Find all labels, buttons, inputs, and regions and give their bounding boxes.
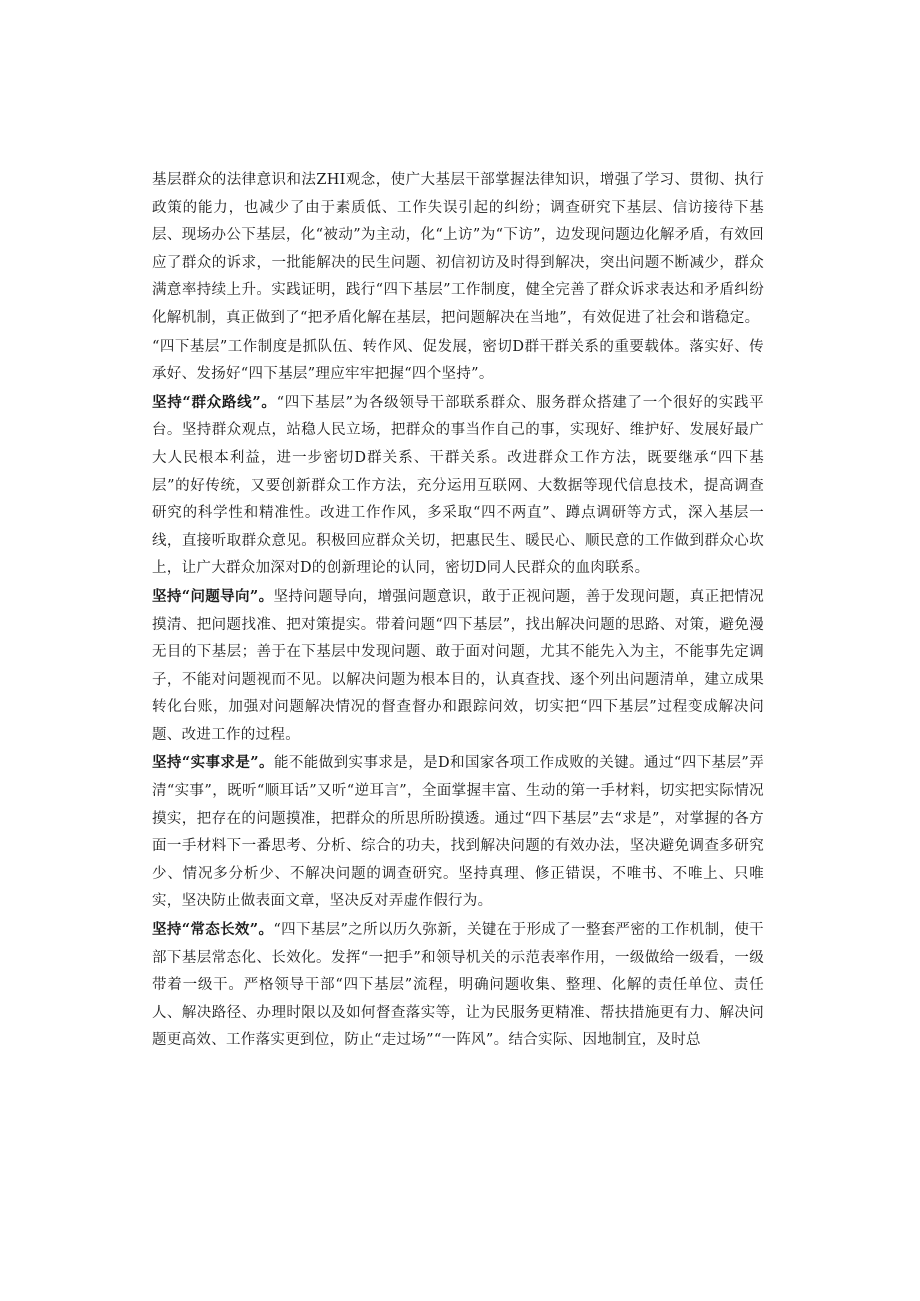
paragraph-long-term-text: “四下基层”之所以历久弥新，关键在于形成了一整套严密的工作机制，使干部下基层常态化、长效化。发挥“一把手”和领导机关的示范表率作用，一级做给一级看，一级带着一级干。严格领导干部“四下基层”流程，明确问题收集、整理、化解的责任单位、责任人、解决路径、办理时限以及如何督查落实等，让为民服务更精准、帮扶措施更有力、解决问题更高效、工作落实更到位，防止“走过场”“一阵风”。结合实际、因地制宜，及时总 bbox=[152, 922, 764, 1049]
paragraph-long-term bbox=[152, 916, 764, 1055]
paragraph-problem-oriented-lead: 坚持“问题导向”。 bbox=[152, 587, 274, 605]
document-body bbox=[152, 166, 764, 1055]
paragraph-mass-line-lead: 坚持“群众路线”。 bbox=[152, 393, 277, 411]
paragraph-seek-truth-text: 能不能做到实事求是，是D和国家各项工作成败的关键。通过“四下基层”弄清“实事”，既听“顺耳话”又听“逆耳言”，全面掌握丰富、生动的第一手材料，切实把实际情况摸实，把存在的问题摸准，把群众的所思所盼摸透。通过“四下基层”去“求是”，对掌握的各方面一手材料下一番思考、分析、综合的功夫，找到解决问题的有效办法，坚决避免调查多研究少、情况多分析少、不解决问题的调查研究。坚持真理、修正错误，不唯书、不唯上、只唯实，坚决防止做表面文章，坚决反对弄虚作假行为。 bbox=[152, 755, 764, 910]
paragraph-2-text: “四下基层”工作制度是抓队伍、转作风、促发展，密切D群干群关系的重要载体。落实好、传承好、发扬好“四下基层”理应牢牢把握“四个坚持”。 bbox=[152, 338, 764, 383]
paragraph-1-text: 基层群众的法律意识和法ZHI观念，使广大基层干部掌握法律知识，增强了学习、贯彻、执行政策的能力，也减少了由于素质低、工作失误引起的纠纷；调查研究下基层、信访接待下基层、现场办公下基层，化“被动”为主动，化“上访”为“下访”，边发现问题边化解矛盾，有效回应了群众的诉求，一批能解决的民生问题、初信初访及时得到解决，突出问题不断减少，群众满意率持续上升。实践证明，践行“四下基层”工作制度，健全完善了群众诉求表达和矛盾纠纷化解机制，真正做到了“把矛盾化解在基层，把问题解决在当地”，有效促进了社会和谐稳定。 bbox=[152, 172, 764, 326]
paragraph-seek-truth-lead: 坚持“实事求是”。 bbox=[152, 754, 274, 772]
paragraph-problem-oriented bbox=[152, 583, 764, 750]
paragraph-problem-oriented-text: 坚持问题导向，增强问题意识，敢于正视问题，善于发现问题，真正把情况摸清、把问题找准、把对策提实。带着问题“四下基层”，找出解决问题的思路、对策，避免漫无目的下基层；善于在下基层中发现问题、敢于面对问题，尤其不能先入为主，不能事先定调子，不能对问题视而不见。以解决问题为根本目的，认真查找、逐个列出问题清单，建立成果转化台账，加强对问题解决情况的督查督办和跟踪问效，切实把“四下基层”过程变成解决问题、改进工作的过程。 bbox=[152, 588, 764, 743]
paragraph-mass-line bbox=[152, 389, 764, 583]
paragraph-seek-truth bbox=[152, 749, 764, 916]
paragraph-2 bbox=[152, 333, 764, 389]
paragraph-1 bbox=[152, 166, 764, 333]
paragraph-long-term-lead: 坚持“常态长效”。 bbox=[152, 921, 274, 939]
paragraph-mass-line-text: “四下基层”为各级领导干部联系群众、服务群众搭建了一个很好的实践平台。坚持群众观点，站稳人民立场，把群众的事当作自己的事，实现好、维护好、发展好最广大人民根本利益，进一步密切D群关系、干群关系。改进群众工作方法，既要继承“四下基层”的好传统，又要创新群众工作方法，充分运用互联网、大数据等现代信息技术，提高调查研究的科学性和精准性。改进工作作风，多采取“四不两直”、蹲点调研等方式，深入基层一线，直接听取群众意见。积极回应群众关切，把惠民生、暖民心、顺民意的工作做到群众心坎上，让广大群众加深对D的创新理论的认同，密切D同人民群众的血肉联系。 bbox=[152, 394, 764, 577]
